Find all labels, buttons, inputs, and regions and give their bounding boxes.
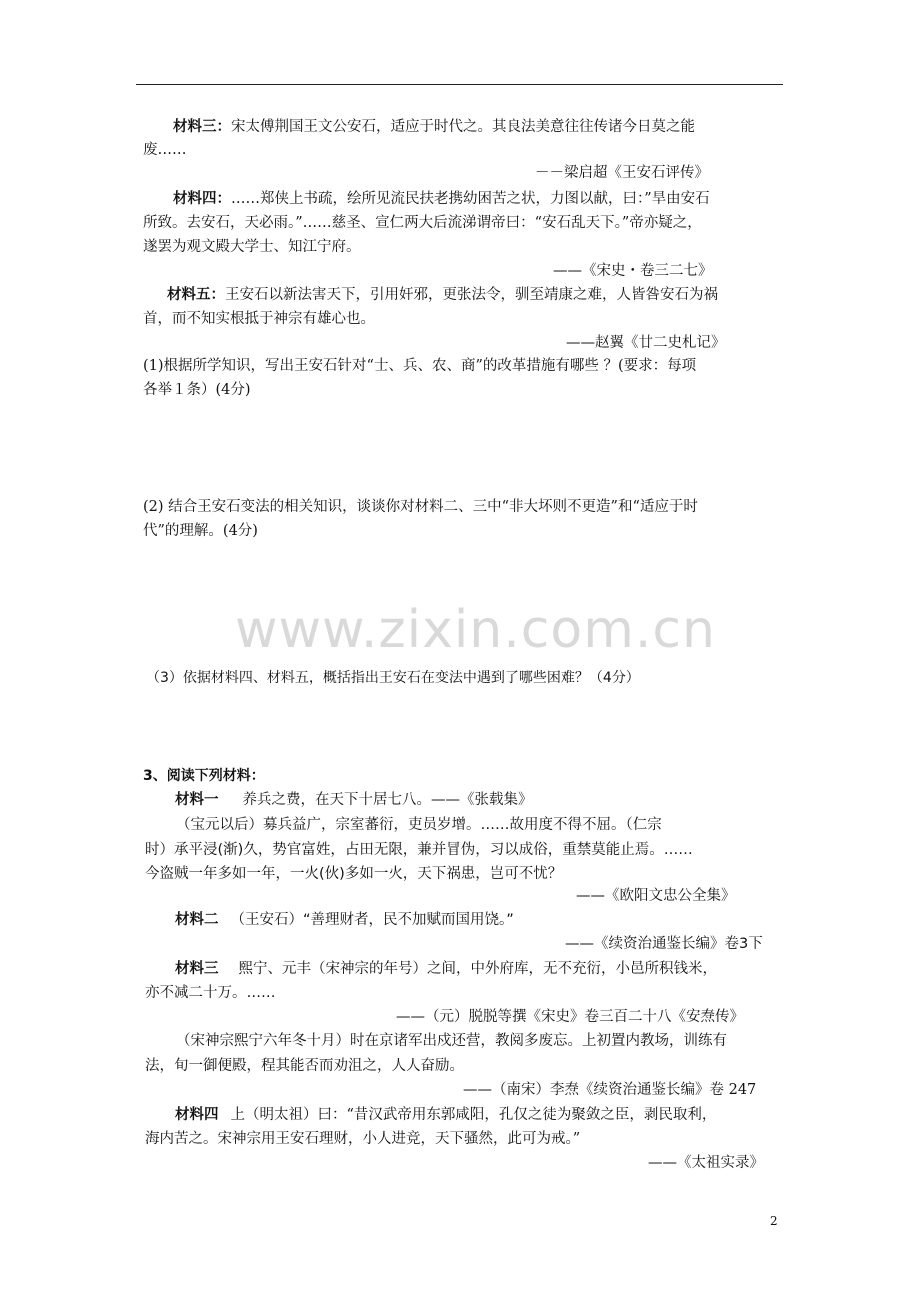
s3-material-2-paragraph [175, 910, 514, 930]
s3-material-1-line4: 今盗贼一年多如一年，一火(伙)多如一火，天下祸患，岂可不忧？ [145, 866, 563, 882]
s3-material-4-text: 上（明太祖）曰：“昔汉武帝用东郭咸阳，孔仅之徒为聚敛之臣，剥民取利， [230, 1107, 717, 1123]
s3-material-3-source-2: ——（南宋）李焘《续资治通鉴长编》卷 247 [463, 1082, 757, 1098]
page-number: 2 [770, 1214, 778, 1228]
s3-material-3-line3: （宋神宗熙宁六年冬十月）时在京诸军出戍还营，教阅多废忘。上初置内教场，训练有 [176, 1033, 727, 1049]
header-rule [136, 84, 783, 85]
s3-material-3-source-1: ——（元）脱脱等撰《宋史》卷三百二十八《安焘传》 [396, 1009, 744, 1025]
s3-material-1-text: 养兵之费，在天下十居七八。——《张载集》 [242, 792, 533, 808]
s3-material-1-line2: （宝元以后）募兵益广，宗室蕃衍，吏员岁增。……故用度不得不屈。（仁宗 [176, 817, 662, 833]
material-5-text-cont: 首，而不知实根抵于神宗有雄心也。 [143, 311, 375, 327]
question-1-cont: 各举１条）(4分) [143, 382, 251, 398]
s3-material-3-paragraph [175, 959, 717, 979]
s3-material-1-label: 材料一 [175, 792, 219, 808]
s3-material-3-line4: 法，旬一御便殿，程其能否而劝沮之，人人奋励。 [145, 1058, 464, 1074]
material-4-paragraph [173, 189, 710, 209]
material-4-text-line2: 所致。去安石，天必雨。”……慈圣、宣仁两大后流涕谓帝曰：“安石乱天下。”帝亦疑之， [143, 215, 702, 231]
material-4-source: ——《宋史・卷三二七》 [553, 263, 713, 279]
material-3-text: 宋太傅荆国王文公安石，适应于时代之。其良法美意往往传诸今日莫之能 [231, 119, 695, 135]
s3-material-2-label: 材料二 [175, 912, 219, 928]
watermark: www.zixin.com.cn [235, 600, 716, 660]
material-5-source: ——赵翼《廿二史札记》 [566, 335, 726, 351]
question-2: (2) 结合王安石变法的相关知识，谈谈你对材料二、三中“非大坏则不更造”和“适应于时 [143, 499, 698, 515]
section-3-heading: 3、阅读下列材料： [143, 768, 265, 784]
question-1: (1)根据所学知识，写出王安石针对“士、兵、农、商”的改革措施有哪些 ？(要求：每项 [143, 358, 697, 374]
s3-material-1-source: ——《欧阳文忠公全集》 [576, 888, 736, 904]
s3-material-3-label: 材料三 [175, 961, 219, 977]
material-3-paragraph [173, 117, 695, 137]
s3-material-2-text: （王安石）“善理财者，民不加赋而国用饶。” [230, 912, 514, 928]
material-3-label: 材料三： [173, 119, 231, 135]
material-4-text: ……郑侠上书疏，绘所见流民扶老携幼困苦之状，力图以献，曰：”旱由安石 [231, 191, 710, 207]
s3-material-4-paragraph [175, 1105, 716, 1125]
material-5-paragraph [167, 285, 718, 305]
s3-material-3-line2: 亦不减二十万。…… [145, 985, 276, 1001]
material-3-text-cont: 废…… [143, 142, 187, 158]
s3-material-4-line2: 海内苦之。宋神宗用王安石理财，小人进竞，天下骚然，此可为戒。” [145, 1131, 581, 1147]
s3-material-4-label: 材料四 [175, 1107, 219, 1123]
material-4-label: 材料四： [173, 191, 231, 207]
question-3: （3）依据材料四、材料五，概括指出王安石在变法中遇到了哪些困难？（4分） [146, 670, 640, 686]
s3-material-2-source: ——《续资治通鉴长编》卷3下 [565, 936, 763, 952]
material-4-text-line3: 遂罢为观文殿大学士、知江宁府。 [143, 239, 361, 255]
material-5-text: 王安石以新法害天下，引用奸邪，更张法令，驯至靖康之难，人皆咎安石为祸 [225, 287, 718, 303]
s3-material-1-line3: 时）承平浸(渐)久，势官富姓，占田无限，兼并冒伪，习以成俗，重禁莫能止焉。…… [145, 842, 693, 858]
s3-material-4-source: ——《太祖实录》 [648, 1155, 764, 1171]
question-2-cont: 代”的理解。(4分) [143, 523, 258, 539]
s3-material-1-paragraph [175, 790, 533, 810]
material-5-label: 材料五： [167, 287, 225, 303]
material-3-source: －－梁启超《王安石评传》 [535, 165, 709, 181]
s3-material-3-text: 熙宁、元丰（宋神宗的年号）之间，中外府库，无不充衍，小邑所积钱米， [238, 961, 717, 977]
